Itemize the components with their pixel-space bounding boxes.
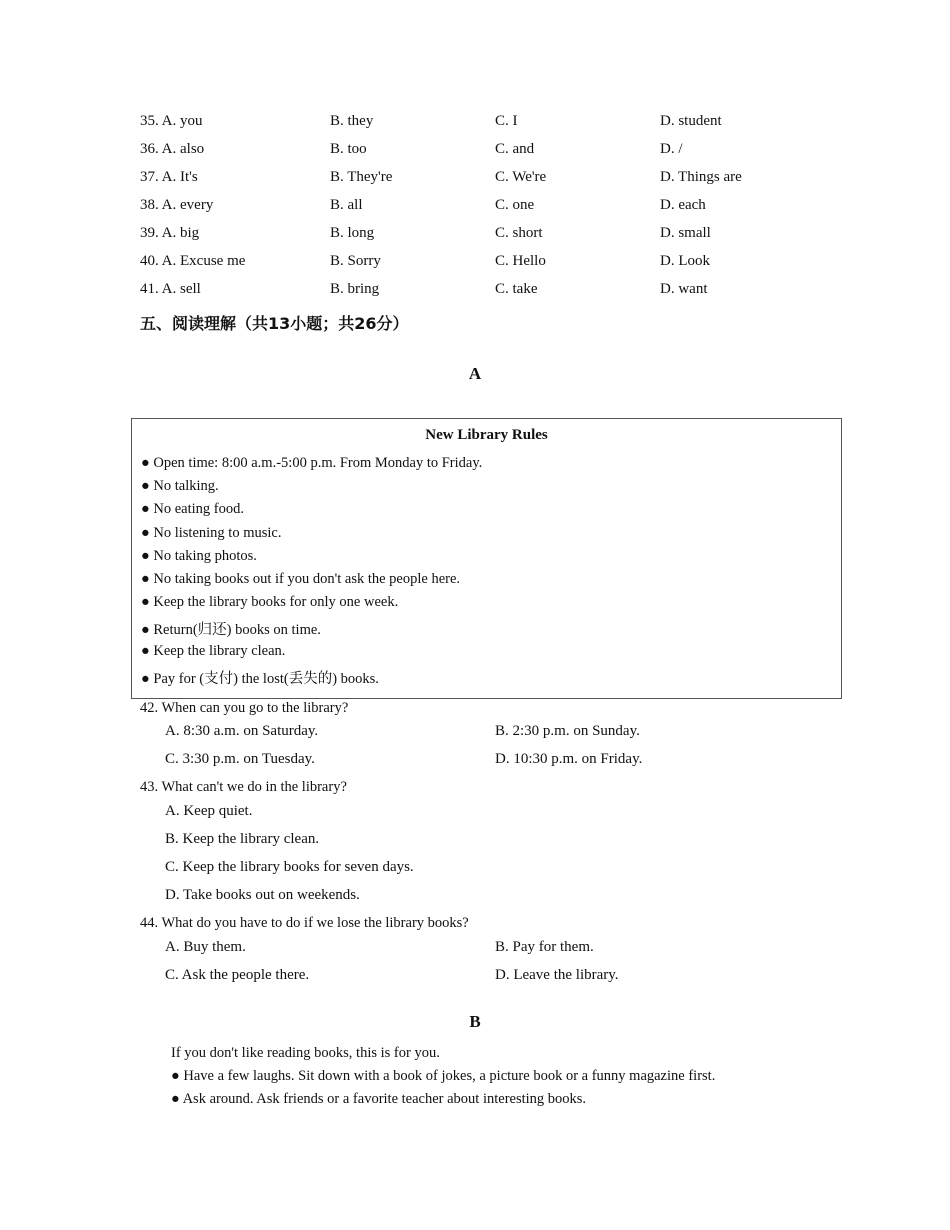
q42-option-d: D. 10:30 p.m. on Friday.	[495, 751, 643, 767]
q43-option-a: A. Keep quiet.	[165, 803, 253, 819]
question-44: 44. What do you have to do if we lose the library books?	[140, 915, 469, 931]
q42-option-a: A. 8:30 a.m. on Saturday.	[165, 723, 319, 739]
option-c: C. one	[495, 197, 535, 213]
rule-item: ● No talking.	[141, 478, 219, 494]
option-a: 39. A. big	[140, 225, 200, 241]
cloze-row-39	[0, 225, 950, 249]
option-d: D. small	[660, 225, 711, 241]
library-rules-box	[131, 418, 842, 699]
option-b: B. bring	[330, 281, 380, 297]
rule-item: ● Keep the library clean.	[141, 643, 286, 659]
option-d: D. want	[660, 281, 708, 297]
rules-title: New Library Rules	[425, 427, 548, 443]
option-a: 35. A. you	[140, 113, 203, 129]
option-a: 38. A. every	[140, 197, 214, 213]
option-b: B. They're	[330, 169, 393, 185]
option-c: C. short	[495, 225, 543, 241]
rule-item: ● No eating food.	[141, 501, 244, 517]
passage-b-point: ● Ask around. Ask friends or a favorite teacher about interesting books.	[171, 1091, 587, 1107]
option-a: 40. A. Excuse me	[140, 253, 246, 269]
q44-option-d: D. Leave the library.	[495, 967, 619, 983]
option-a: 36. A. also	[140, 141, 205, 157]
section-title: 五、阅读理解（共13小题；共26分）	[140, 314, 409, 333]
option-b: B. Sorry	[330, 253, 381, 269]
rule-item: ● No taking photos.	[141, 548, 257, 564]
rule-item: ● Pay for (支付) the lost(丢失的) books.	[141, 671, 379, 687]
option-c: C. take	[495, 281, 538, 297]
option-b: B. long	[330, 225, 375, 241]
option-b: B. too	[330, 141, 367, 157]
option-a: 41. A. sell	[140, 281, 201, 297]
q43-option-c: C. Keep the library books for seven days.	[165, 859, 414, 875]
passage-a-label: A	[468, 364, 482, 383]
cloze-row-40	[0, 253, 950, 277]
cloze-row-37	[0, 169, 950, 193]
option-c: C. We're	[495, 169, 547, 185]
rule-item: ● Open time: 8:00 a.m.-5:00 p.m. From Monday to Friday.	[141, 455, 483, 471]
q44-option-b: B. Pay for them.	[495, 939, 594, 955]
rule-item: ● Keep the library books for only one week.	[141, 594, 399, 610]
rule-item: ● No taking books out if you don't ask the people here.	[141, 571, 461, 587]
question-42: 42. When can you go to the library?	[140, 700, 349, 716]
question-43: 43. What can't we do in the library?	[140, 779, 347, 795]
option-d: D. Things are	[660, 169, 742, 185]
q43-option-d: D. Take books out on weekends.	[165, 887, 360, 903]
rule-item: ● No listening to music.	[141, 525, 282, 541]
option-d: D. each	[660, 197, 706, 213]
cloze-row-35	[0, 113, 950, 137]
cloze-row-38	[0, 197, 950, 221]
option-c: C. Hello	[495, 253, 546, 269]
option-d: D. Look	[660, 253, 710, 269]
option-c: C. I	[495, 113, 518, 129]
option-d: D. /	[660, 141, 683, 157]
cloze-row-36	[0, 141, 950, 165]
q44-option-a: A. Buy them.	[165, 939, 246, 955]
q42-option-c: C. 3:30 p.m. on Tuesday.	[165, 751, 315, 767]
passage-b-intro: If you don't like reading books, this is for you.	[171, 1045, 440, 1061]
passage-b-point: ● Have a few laughs. Sit down with a book of jokes, a picture book or a funny magazine first.	[171, 1068, 716, 1084]
rule-item: ● Return(归还) books on time.	[141, 622, 321, 638]
option-a: 37. A. It's	[140, 169, 198, 185]
option-d: D. student	[660, 113, 722, 129]
option-b: B. they	[330, 113, 374, 129]
cloze-row-41	[0, 281, 950, 305]
option-b: B. all	[330, 197, 363, 213]
q44-option-c: C. Ask the people there.	[165, 967, 310, 983]
q42-option-b: B. 2:30 p.m. on Sunday.	[495, 723, 640, 739]
passage-b-label: B	[469, 1012, 481, 1031]
option-c: C. and	[495, 141, 535, 157]
q43-option-b: B. Keep the library clean.	[165, 831, 320, 847]
